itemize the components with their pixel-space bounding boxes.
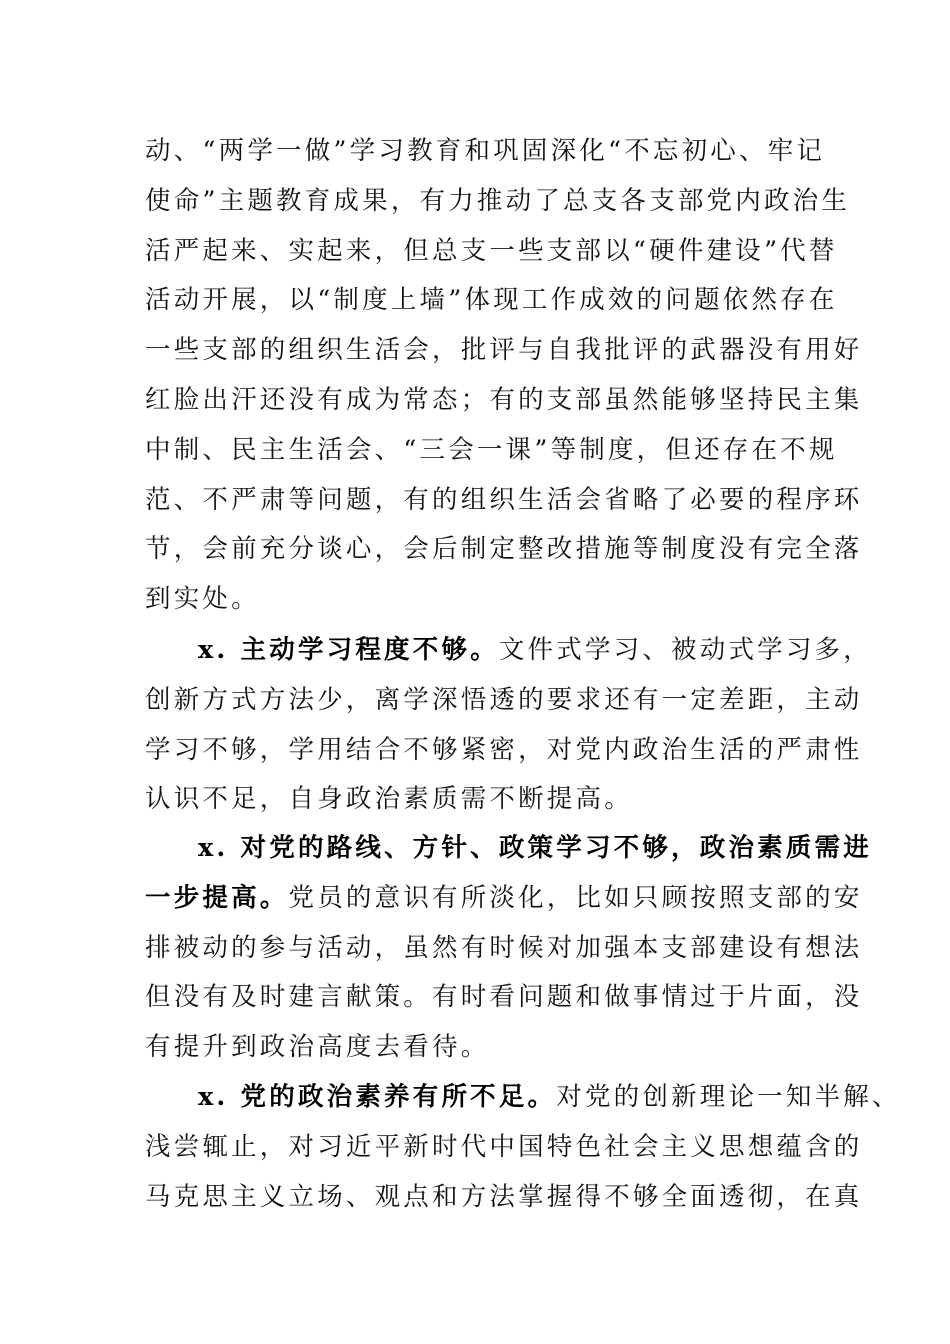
section-heading: x. 党的政治素养有所不足。: [198, 1082, 557, 1112]
section-heading: x. 主动学习程度不够。: [198, 635, 499, 665]
text-line: 但没有及时建言献策。有时看问题和做事情过于片面，没: [145, 982, 863, 1013]
text-line: 排被动的参与活动，虽然有时候对加强本支部建设有想法: [145, 932, 863, 963]
text-line: [145, 626, 872, 676]
text-line: 动、“两学一做”学习教育和巩固深化“不忘初心、牢记: [145, 136, 826, 166]
text-line: 浅尝辄止，对习近平新时代中国特色社会主义思想蕴含的: [145, 1131, 863, 1162]
text-line: 马克思主义立场、观点和方法掌握得不够全面透彻，在真: [145, 1181, 863, 1212]
text-line: 创新方式方法少，离学深悟透的要求还有一定差距，主动: [145, 684, 863, 715]
text-line: 到实处。: [145, 584, 260, 615]
text-line: 红脸出汗还没有成为常态；有的支部虽然能够坚持民主集: [145, 384, 863, 415]
section-heading: x. 对党的路线、方针、政策学习不够，政治素质需进: [198, 833, 872, 863]
text-line: 范、不严肃等问题，有的组织生活会省略了必要的程序环: [145, 484, 863, 515]
text-line: [145, 1073, 901, 1123]
paragraph-text: 对党的创新理论一知半解、: [556, 1082, 901, 1112]
paragraph-text: 文件式学习、被动式学习多，: [498, 635, 872, 665]
paragraph-political-literacy: [145, 1073, 901, 1222]
text-line: 一些支部的组织生活会，批评与自我批评的武器没有用好: [145, 335, 863, 366]
section-heading-continuation: 一步提高。: [145, 882, 289, 913]
text-line: 活严起来、实起来，但总支一些支部以“硬件建设”代替: [145, 235, 838, 266]
text-line: 中制、民主生活会、“三会一课”等制度，但还存在不规: [145, 434, 838, 465]
paragraph-text: 党员的意识有所淡化，比如只顾按照支部的安: [288, 882, 863, 913]
text-line: 节，会前充分谈心，会后制定整改措施等制度没有完全落: [145, 534, 863, 565]
text-line: 学习不够，学用结合不够紧密，对党内政治生活的严肃性: [145, 734, 863, 765]
text-line: 使命”主题教育成果，有力推动了总支各支部党内政治生: [145, 185, 851, 216]
paragraph-party-line-study: [145, 824, 872, 1073]
paragraph-active-learning: [145, 626, 872, 825]
text-line: [145, 874, 863, 924]
text-line: 有提升到政治高度去看待。: [145, 1032, 490, 1063]
paragraph-party-life: [145, 127, 863, 625]
text-line: 认识不足，自身政治素质需不断提高。: [145, 784, 633, 815]
text-line: 活动开展，以“制度上墙”体现工作成效的问题依然存在: [145, 285, 838, 316]
